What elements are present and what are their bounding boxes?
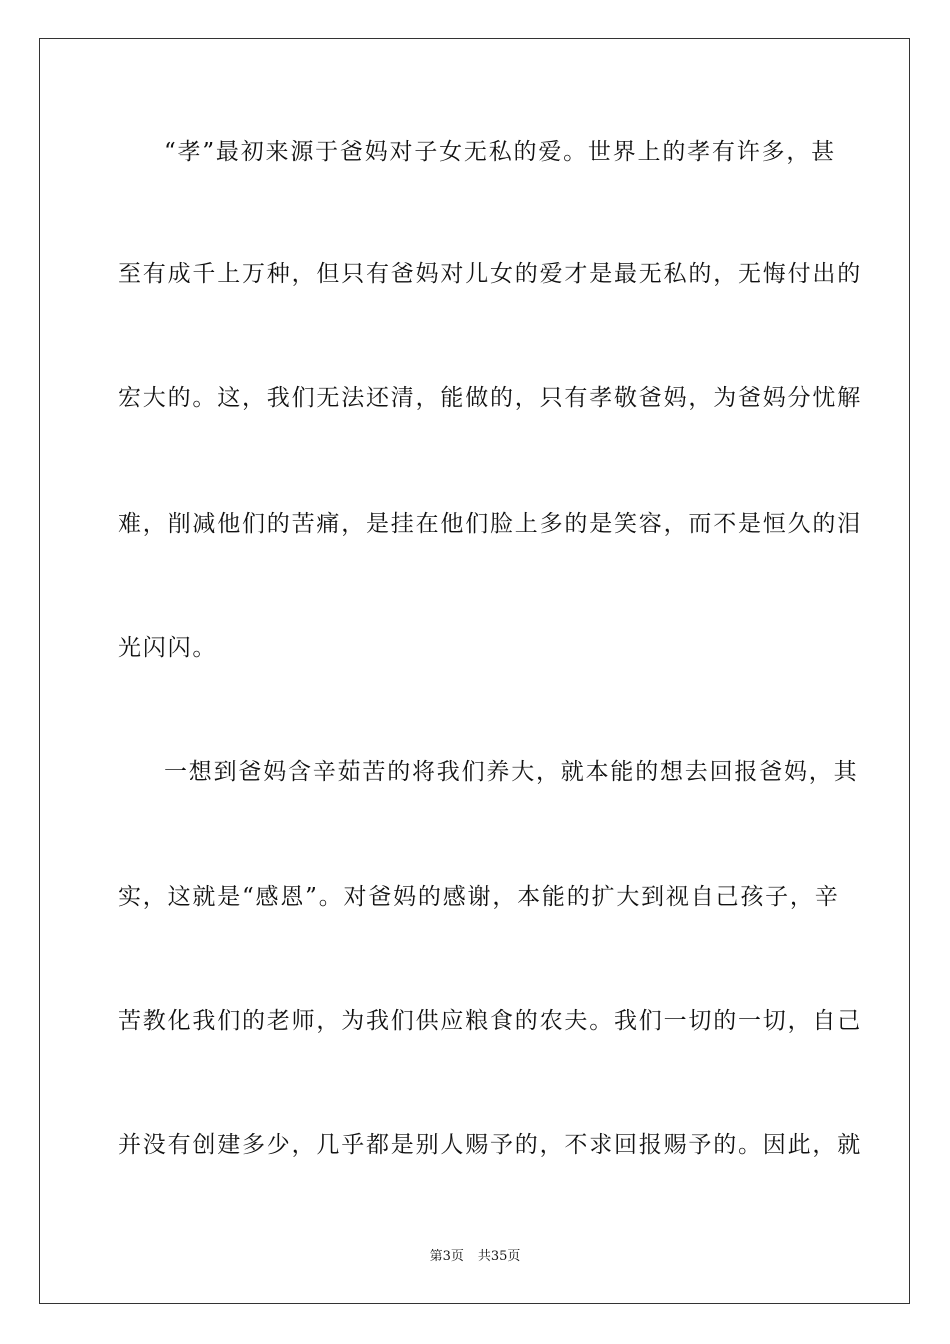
page-number: 第3页 bbox=[429, 1249, 464, 1264]
paragraph-2-line-4: 并没有创建多少，几乎都是别人赐予的，不求回报赐予的。因此，就 bbox=[118, 1132, 862, 1158]
paragraph-1-line-2: 至有成千上万种，但只有爸妈对儿女的爱才是最无私的，无悔付出的 bbox=[118, 261, 862, 287]
paragraph-2-line-3: 苦教化我们的老师，为我们供应粮食的农夫。我们一切的一切，自己 bbox=[118, 1008, 862, 1034]
page-border bbox=[39, 38, 910, 1304]
paragraph-1-line-4: 难，削减他们的苦痛，是挂在他们脸上多的是笑容，而不是恒久的泪 bbox=[118, 511, 862, 537]
page-total: 共35页 bbox=[477, 1249, 521, 1264]
paragraph-2-line-2: 实，这就是“感恩”。对爸妈的感谢，本能的扩大到视自己孩子，辛 bbox=[118, 884, 840, 910]
paragraph-2-line-1: 一想到爸妈含辛茹苦的将我们养大，就本能的想去回报爸妈，其 bbox=[164, 759, 859, 785]
paragraph-1-line-5: 光闪闪。 bbox=[118, 635, 218, 661]
page-footer bbox=[0, 1248, 950, 1266]
paragraph-1-line-1: “孝”最初来源于爸妈对子女无私的爱。世界上的孝有许多，甚 bbox=[164, 139, 836, 165]
paragraph-1-line-3: 宏大的。这，我们无法还清，能做的，只有孝敬爸妈，为爸妈分忧解 bbox=[118, 385, 862, 411]
